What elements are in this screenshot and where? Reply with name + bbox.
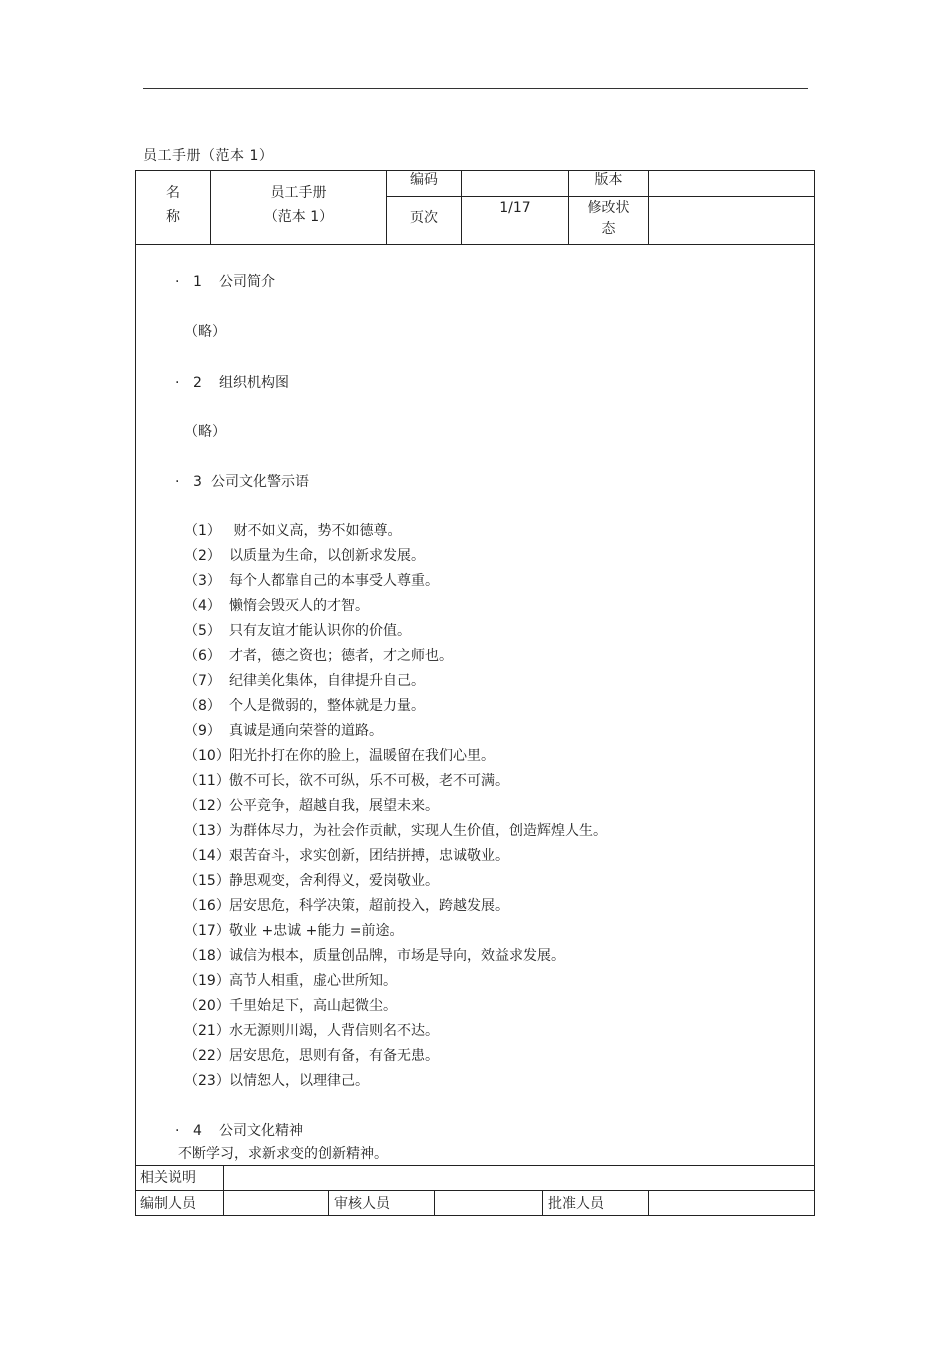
name-label-line2: 称 <box>166 209 180 225</box>
slogan-text: 居安思危，思则有备，有备无患。 <box>229 1048 439 1064</box>
slogan-number: （23） <box>184 1073 230 1089</box>
section-bullet: · <box>175 274 180 290</box>
slogan-text: 敬业 +忠诚 +能力 =前途。 <box>229 923 404 939</box>
slogan-text: 为群体尽力，为社会作贡献，实现人生价值，创造辉煌人生。 <box>229 823 607 839</box>
slogan-text: 诚信为根本，质量创品牌，市场是导向，效益求发展。 <box>229 948 565 964</box>
editor-label: 编制人员 <box>140 1196 196 1212</box>
slogan-number: （22） <box>184 1048 230 1064</box>
slogan-item <box>184 721 383 746</box>
section-number: 2 <box>193 375 202 391</box>
slogan-number: （21） <box>184 1023 230 1039</box>
slogan-number: （6） <box>184 648 221 664</box>
slogan-text: 财不如义高，势不如德尊。 <box>229 523 402 539</box>
slogan-text: 静思观变，舍利得义，爱岗敬业。 <box>229 873 439 889</box>
section-number: 4 <box>193 1123 202 1139</box>
top-rule <box>143 88 808 89</box>
section-number: 3 <box>193 474 202 490</box>
section-note: （略） <box>184 424 226 440</box>
slogan-item <box>184 596 369 621</box>
slogan-text: 高节人相重，虚心世所知。 <box>229 973 397 989</box>
section-title: 公司简介 <box>219 274 275 290</box>
reviewer-label: 审核人员 <box>334 1196 390 1212</box>
related-notes-label: 相关说明 <box>140 1170 196 1186</box>
slogan-item <box>184 796 439 821</box>
slogan-number: （8） <box>184 698 221 714</box>
slogan-text: 个人是微弱的，整体就是力量。 <box>229 698 425 714</box>
section-bullet: · <box>175 375 180 391</box>
slogan-number: （2） <box>184 548 221 564</box>
slogan-text: 只有友谊才能认识你的价值。 <box>229 623 411 639</box>
slogan-item <box>184 696 425 721</box>
footer-col-divider <box>648 1190 649 1216</box>
slogan-item <box>184 646 453 671</box>
slogan-number: （11） <box>184 773 230 789</box>
name-value-line2: （范本 1） <box>263 209 334 225</box>
slogan-number: （3） <box>184 573 221 589</box>
section-title: 公司文化警示语 <box>211 474 309 490</box>
slogan-number: （10） <box>184 748 230 764</box>
section-heading <box>175 372 289 392</box>
name-value-line1: 员工手册 <box>270 185 327 201</box>
slogan-item <box>184 621 411 646</box>
header-row-divider <box>386 196 815 197</box>
slogan-item <box>184 546 425 571</box>
slogan-number: （15） <box>184 873 230 889</box>
slogan-item <box>184 1046 439 1071</box>
section-number: 1 <box>193 274 202 290</box>
slogan-item <box>184 571 439 596</box>
footer-col-divider <box>328 1190 329 1216</box>
slogan-item <box>184 771 509 796</box>
slogan-number: （17） <box>184 923 230 939</box>
slogan-number: （16） <box>184 898 230 914</box>
slogan-text: 傲不可长，欲不可纵，乐不可极，老不可满。 <box>229 773 509 789</box>
slogan-text: 阳光扑打在你的脸上，温暖留在我们心里。 <box>229 748 495 764</box>
slogan-text: 公平竞争，超越自我，展望未来。 <box>229 798 439 814</box>
spirit-text: 不断学习，求新求变的创新精神。 <box>178 1146 388 1162</box>
section-note: （略） <box>184 324 226 340</box>
section-bullet: · <box>175 474 180 490</box>
slogan-number: （4） <box>184 598 221 614</box>
header-bottom-line <box>135 244 815 245</box>
slogan-item <box>184 521 401 546</box>
slogan-item <box>184 1021 439 1046</box>
slogan-item <box>184 871 439 896</box>
name-label-line1: 名 <box>166 185 180 201</box>
page-value: 1/17 <box>499 200 531 216</box>
slogan-text: 懒惰会毁灭人的才智。 <box>229 598 369 614</box>
slogan-number: （5） <box>184 623 221 639</box>
approver-label: 批准人员 <box>548 1196 604 1212</box>
slogan-number: （1） <box>184 523 221 539</box>
slogan-item <box>184 1071 369 1096</box>
slogan-number: （12） <box>184 798 230 814</box>
footer-col-divider <box>434 1190 435 1216</box>
section-heading <box>175 471 309 491</box>
slogan-item <box>184 896 509 921</box>
code-label: 编码 <box>410 172 438 188</box>
slogan-item <box>184 821 607 846</box>
document-title: 员工手册（范本 1） <box>143 148 274 164</box>
slogan-item <box>184 971 397 996</box>
slogan-item <box>184 671 425 696</box>
slogan-text: 每个人都靠自己的本事受人尊重。 <box>229 573 439 589</box>
slogan-text: 才者，德之资也；德者，才之师也。 <box>229 648 453 664</box>
footer-col-divider <box>223 1165 224 1216</box>
header-col-divider <box>648 170 649 245</box>
slogan-item <box>184 846 509 871</box>
slogan-text: 以情恕人，以理律己。 <box>229 1073 369 1089</box>
section-title: 公司文化精神 <box>219 1123 303 1139</box>
footer-top-line <box>135 1165 815 1166</box>
slogan-number: （13） <box>184 823 230 839</box>
slogan-number: （14） <box>184 848 230 864</box>
footer-row-divider <box>135 1190 815 1191</box>
slogan-text: 真诚是通向荣誉的道路。 <box>229 723 383 739</box>
slogan-item <box>184 921 404 946</box>
footer-col-divider <box>542 1190 543 1216</box>
slogan-text: 纪律美化集体，自律提升自己。 <box>229 673 425 689</box>
slogan-number: （18） <box>184 948 230 964</box>
slogan-number: （7） <box>184 673 221 689</box>
slogan-number: （9） <box>184 723 221 739</box>
section-bullet: · <box>175 1123 180 1139</box>
slogan-text: 居安思危，科学决策，超前投入，跨越发展。 <box>229 898 509 914</box>
slogan-text: 艰苦奋斗，求实创新，团结拼搏，忠诚敬业。 <box>229 848 509 864</box>
page-label: 页次 <box>410 210 438 226</box>
slogan-item <box>184 746 495 771</box>
slogan-number: （19） <box>184 973 230 989</box>
section-title: 组织机构图 <box>219 375 289 391</box>
section-heading <box>175 1120 303 1140</box>
slogan-number: （20） <box>184 998 230 1014</box>
section-heading <box>175 271 275 291</box>
slogan-text: 千里始足下，高山起微尘。 <box>229 998 397 1014</box>
revision-label-line1: 修改状 <box>587 200 630 216</box>
slogan-text: 以质量为生命，以创新求发展。 <box>229 548 425 564</box>
revision-label-line2: 态 <box>601 221 616 237</box>
slogan-item <box>184 996 397 1021</box>
version-label: 版本 <box>594 172 623 188</box>
slogan-text: 水无源则川竭，人背信则名不达。 <box>229 1023 439 1039</box>
slogan-item <box>184 946 565 971</box>
